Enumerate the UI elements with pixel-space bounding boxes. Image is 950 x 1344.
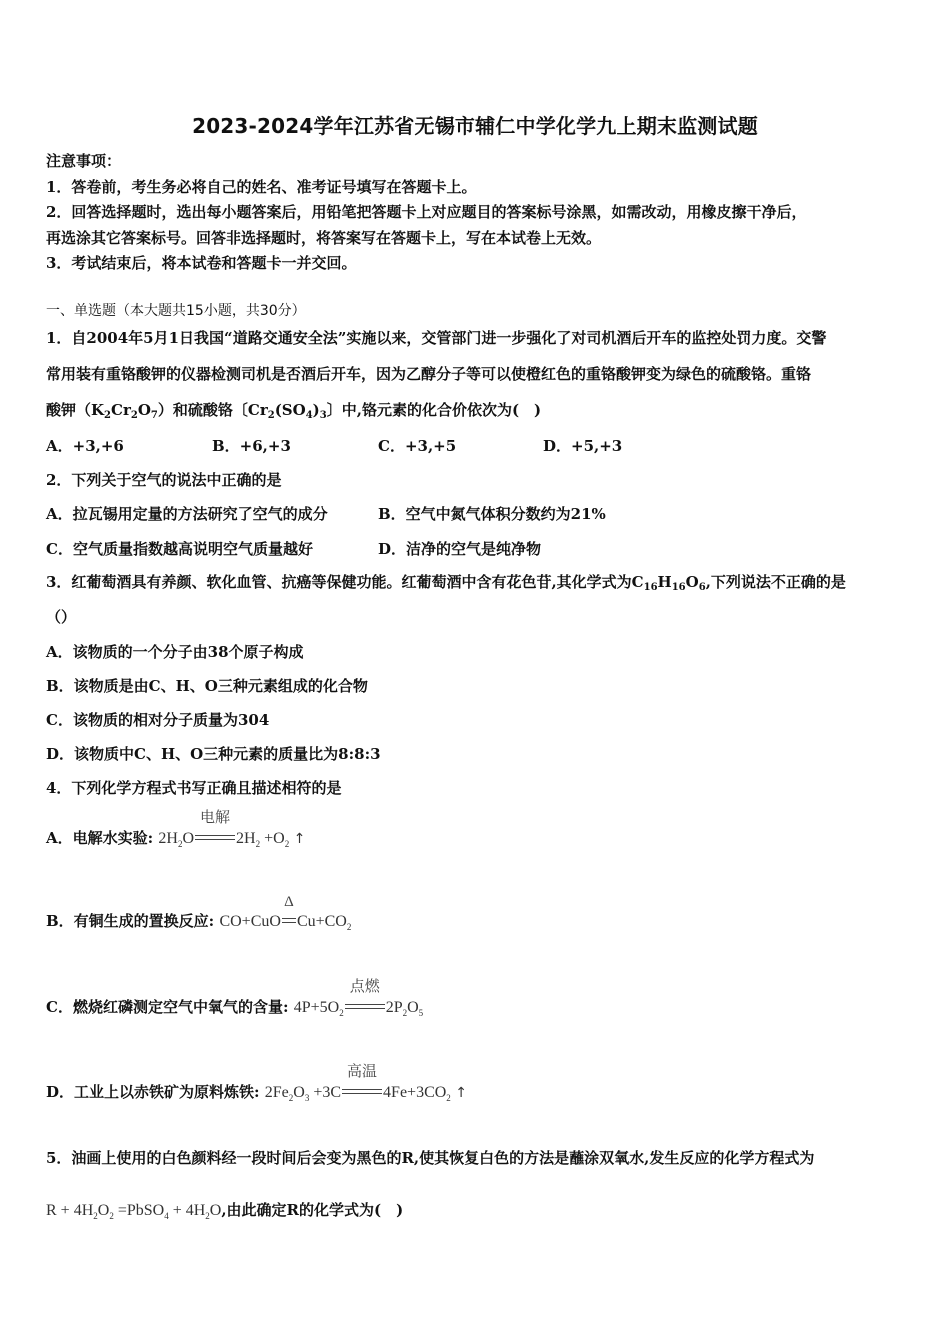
q3-option-a: A．该物质的一个分子由38个原子构成 — [46, 643, 304, 661]
reaction-condition — [195, 808, 235, 849]
q1-option-a: A．+3,+6 — [46, 437, 124, 455]
q1-stem-line: 1．自2004年5月1日我国“道路交通安全法”实施以来，交管部门进一步强化了对司机酒后开车的监控处罚力度。交警 — [46, 329, 827, 347]
notice-heading: 注意事项： — [46, 152, 122, 170]
subscript: 6 — [698, 582, 706, 593]
subscript: 2 — [402, 1008, 408, 1018]
q1-option-d: D．+5,+3 — [543, 437, 623, 455]
q1-stem-line — [46, 400, 541, 426]
reaction-condition — [342, 1062, 382, 1103]
subscript: 2 — [130, 410, 138, 421]
q4-stem: 4．下列化学方程式书写正确且描述相符的是 — [46, 779, 342, 797]
q1-option-c: C．+3,+5 — [378, 437, 457, 455]
formula-text: 2Fe — [264, 1084, 289, 1101]
subscript: 3 — [304, 1093, 310, 1103]
text: ,下列说法不正确的是 — [705, 573, 846, 591]
subscript: 2 — [284, 839, 290, 849]
equation — [264, 1062, 467, 1103]
q3-option-d: D．该物质中C、H、O三种元素的质量比为8:8:3 — [46, 745, 381, 763]
gas-arrow-icon: ↑ — [289, 831, 306, 847]
formula-text: O — [182, 830, 195, 847]
subscript: 2 — [339, 1008, 344, 1018]
option-label: B．有铜生成的置换反应: — [46, 912, 215, 930]
notice-item: 3．考试结束后，将本试卷和答题卡一并交回。 — [46, 254, 357, 272]
q5-stem: 5．油画上使用的白色颜料经一段时间后会变为黑色的R,使其恢复白色的方法是蘸涂双氧水,发生反应的化学方程式为 — [46, 1149, 815, 1167]
q1-option-b: B．+6,+3 — [212, 437, 291, 455]
formula-text: O — [209, 1202, 222, 1219]
double-line — [282, 918, 296, 923]
formula-text: 4P+5O — [293, 999, 340, 1016]
formula-text: +3C — [309, 1084, 342, 1101]
text: ) — [312, 401, 320, 419]
equation — [219, 894, 352, 932]
subscript: 2 — [93, 1211, 98, 1221]
subscript: 7 — [150, 410, 158, 421]
q4-option-d — [46, 1062, 467, 1108]
option-label: D．工业上以赤铁矿为原料炼铁: — [46, 1083, 260, 1101]
q2-option-a: A．拉瓦锡用定量的方法研究了空气的成分 — [46, 505, 328, 523]
text: O — [685, 573, 699, 591]
subscript: 16 — [671, 582, 686, 593]
formula-text: O — [97, 1202, 110, 1219]
q3-stem-line: （） — [46, 608, 77, 626]
notice-item: 再选涂其它答案标号。回答非选择题时，将答案写在答题卡上，写在本试卷上无效。 — [46, 229, 602, 247]
formula-text: +O — [260, 830, 285, 847]
gas-arrow-icon: ↑ — [450, 1085, 467, 1101]
subscript: 4 — [164, 1211, 169, 1221]
text: H — [657, 573, 672, 591]
text: Cr — [111, 401, 131, 419]
text: 酸钾（K — [46, 401, 105, 419]
equation — [46, 1202, 221, 1219]
formula-text: 2H — [158, 830, 178, 847]
option-label: A．电解水实验: — [46, 829, 154, 847]
formula-text: 4Fe+3CO — [383, 1084, 447, 1101]
page-title: 2023-2024学年江苏省无锡市辅仁中学化学九上期末监测试题 — [192, 114, 758, 138]
q4-option-b — [46, 894, 352, 937]
formula-text: R + 4H — [46, 1202, 94, 1219]
formula-text: 2H — [236, 830, 256, 847]
subscript: 2 — [446, 1093, 451, 1103]
formula-text: + 4H — [168, 1202, 206, 1219]
subscript: 2 — [109, 1211, 114, 1221]
condition-text: Δ — [284, 894, 294, 911]
subscript: 2 — [255, 839, 261, 849]
formula-text: =PbSO — [113, 1202, 165, 1219]
double-line — [342, 1089, 382, 1094]
equation — [158, 808, 306, 849]
notice-item: 1．答卷前，考生务必将自己的姓名、准考证号填写在答题卡上。 — [46, 178, 477, 196]
notice-item: 2．回答选择题时，选出每小题答案后，用铅笔把答题卡上对应题目的答案标号涂黑，如需改动，用橡皮擦干净后， — [46, 203, 807, 221]
q2-option-d: D．洁净的空气是纯净物 — [378, 540, 542, 558]
formula-text: CO+CuO — [219, 913, 281, 930]
text: 3．红葡萄酒具有养颜、软化血管、抗癌等保健功能。红葡萄酒中含有花色苷,其化学式为C — [46, 573, 644, 591]
formula-text: 2P — [385, 999, 403, 1016]
subscript: 2 — [177, 839, 183, 849]
condition-text: 点燃 — [349, 977, 380, 996]
q3-stem-line — [46, 572, 846, 598]
subscript: 2 — [104, 410, 112, 421]
subscript: 5 — [418, 1008, 424, 1018]
condition-text: 电解 — [200, 808, 231, 827]
q2-option-b: B．空气中氮气体积分数约为21% — [378, 505, 606, 523]
double-line — [345, 1004, 385, 1009]
condition-text: 高温 — [347, 1062, 378, 1081]
text: O — [137, 401, 151, 419]
q2-stem: 2．下列关于空气的说法中正确的是 — [46, 471, 282, 489]
option-label: C．燃烧红磷测定空气中氧气的含量: — [46, 998, 289, 1016]
q4-option-a — [46, 808, 306, 854]
formula-text: O — [407, 999, 419, 1016]
text: 〕中,铬元素的化合价依次为( ) — [326, 401, 542, 419]
q4-option-c — [46, 977, 424, 1023]
reaction-condition — [282, 894, 296, 932]
subscript: 4 — [305, 410, 313, 421]
q5-tail: ,由此确定R的化学式为( ) — [221, 1201, 404, 1219]
text: ）和硫酸铬〔Cr — [157, 401, 268, 419]
q2-option-c: C．空气质量指数越高说明空气质量越好 — [46, 540, 313, 558]
subscript: 3 — [319, 410, 327, 421]
subscript: 2 — [267, 410, 275, 421]
subscript: 2 — [346, 922, 352, 932]
text: (SO — [274, 401, 306, 419]
subscript: 2 — [205, 1211, 210, 1221]
subscript: 16 — [643, 582, 658, 593]
q5-equation-line — [46, 1200, 403, 1226]
equation — [293, 977, 424, 1018]
double-line — [195, 835, 235, 840]
section-heading: 一、单选题（本大题共15小题，共30分） — [46, 303, 306, 319]
subscript: 2 — [288, 1093, 294, 1103]
formula-text: Cu+CO — [296, 913, 347, 930]
q3-option-c: C．该物质的相对分子质量为304 — [46, 711, 270, 729]
formula-text: O — [293, 1084, 305, 1101]
q3-option-b: B．该物质是由C、H、O三种元素组成的化合物 — [46, 677, 368, 695]
reaction-condition — [345, 977, 385, 1018]
q1-stem-line: 常用装有重铬酸钾的仪器检测司机是否酒后开车，因为乙醇分子等可以使橙红色的重铬酸钾变为绿色的硫酸铬。重铬 — [46, 365, 812, 383]
